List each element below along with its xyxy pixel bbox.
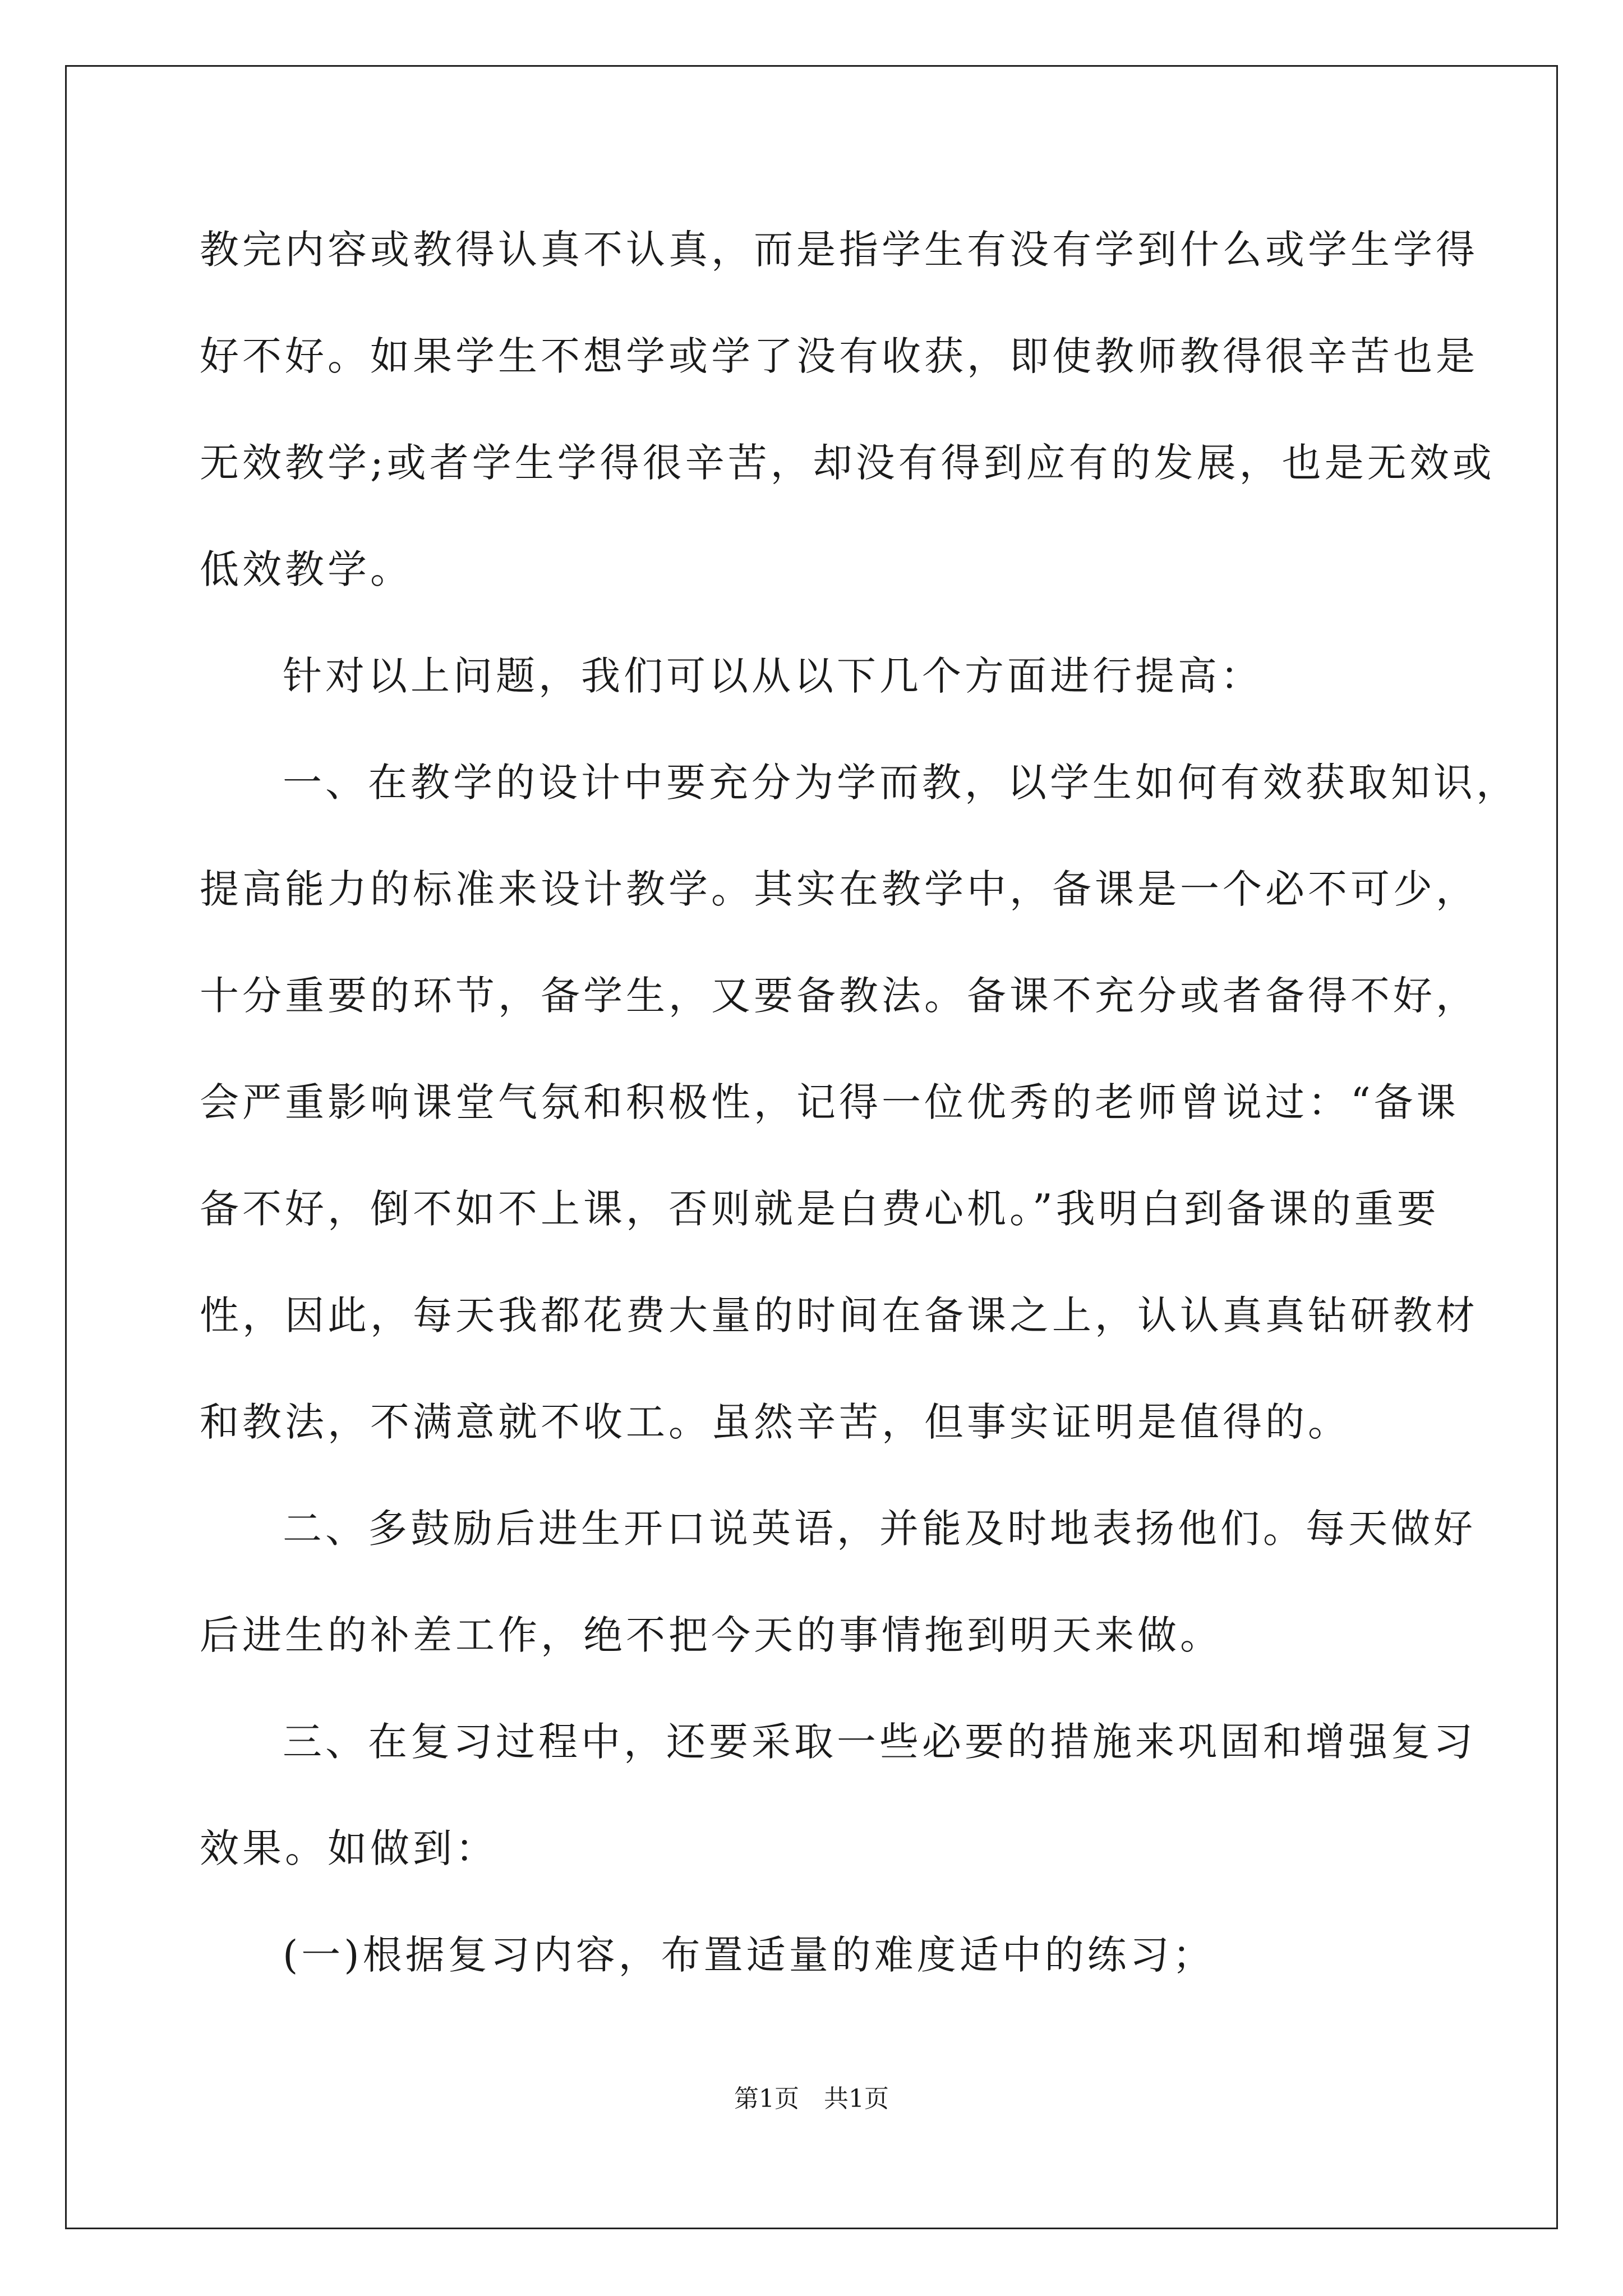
text-line: 效果。如做到： [200,1825,498,1871]
text-line: 会严重影响课堂气氛和积极性，记得一位优秀的老师曾说过：“备课 [200,1079,1459,1125]
text-line: 无效教学;或者学生学得很辛苦，却没有得到应有的发展，也是无效或 [200,440,1495,486]
page-border [65,65,1558,2229]
paragraph-start-line: 二、多鼓励后进生开口说英语，并能及时地表扬他们。每天做好 [283,1506,1476,1552]
text-line: 备不好，倒不如不上课，否则就是白费心机。”我明白到备课的重要 [200,1186,1440,1232]
text-line: 教完内容或教得认真不认真，而是指学生有没有学到什么或学生学得 [200,227,1478,273]
page-number: 第1页 [734,2085,799,2113]
paragraph-start-line: 针对以上问题，我们可以从以下几个方面进行提高： [283,653,1263,699]
text-line: 和教法，不满意就不收工。虽然辛苦，但事实证明是值得的。 [200,1399,1350,1445]
paragraph-start-line: 三、在复习过程中，还要采取一些必要的措施来巩固和增强复习 [283,1719,1476,1765]
text-line: 提高能力的标准来设计教学。其实在教学中，备课是一个必不可少， [200,866,1478,912]
text-line: 低效教学。 [200,546,413,592]
paragraph-start-line: 一、在教学的设计中要充分为学而教，以学生如何有效获取知识， [283,760,1519,806]
text-line: 后进生的补差工作，绝不把今天的事情拖到明天来做。 [200,1612,1223,1658]
text-line: 好不好。如果学生不想学或学了没有收获，即使教师教得很辛苦也是 [200,333,1478,379]
text-line: 十分重要的环节，备学生，又要备教法。备课不充分或者备得不好， [200,973,1478,1019]
page-total: 共1页 [824,2085,889,2113]
page-footer [0,2082,1623,2116]
text-line: 性，因此，每天我都花费大量的时间在备课之上，认认真真钻研教材 [200,1292,1478,1338]
paragraph-start-line: (一)根据复习内容，布置适量的难度适中的练习； [283,1932,1215,1978]
